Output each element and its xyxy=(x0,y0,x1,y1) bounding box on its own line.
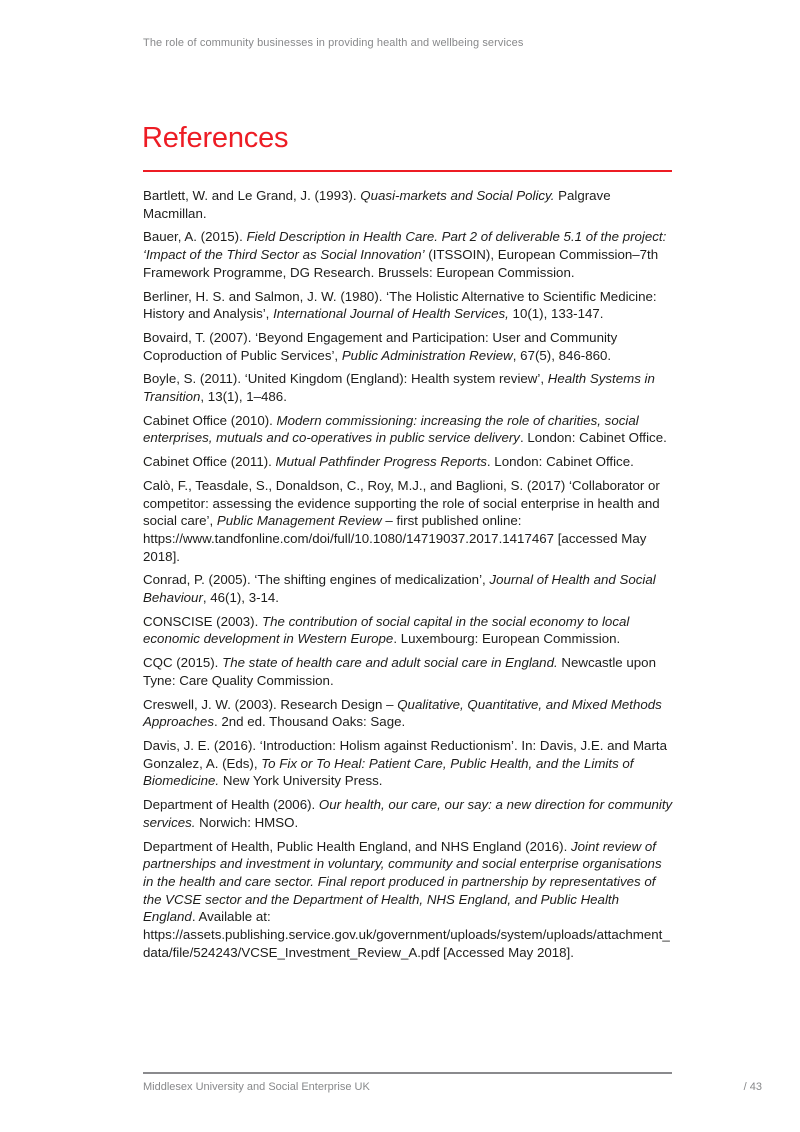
reference-text: . London: Cabinet Office. xyxy=(486,454,634,470)
reference-entry xyxy=(143,838,674,962)
title-rule-divider xyxy=(143,170,672,172)
reference-text: Calò, F., Teasdale, S., Donaldson, C., Roy, M.J., and Baglioni, S. (2017) ‘Collaborator or competitor: assessing the evidence supporting the role of social enterprise in health and social care’, xyxy=(143,477,660,529)
reference-entry xyxy=(143,412,674,447)
reference-entry xyxy=(143,329,674,364)
reference-entry xyxy=(143,288,674,323)
reference-title-italic: Qualitative, Quantitative, and Mixed Methods Approaches xyxy=(143,696,662,730)
reference-text: New York University Press. xyxy=(219,773,383,789)
reference-text: Conrad, P. (2005). ‘The shifting engines of medicalization’, xyxy=(143,572,490,588)
reference-title-italic: Public Administration Review xyxy=(341,347,513,363)
reference-title-italic: Health Systems in Transition xyxy=(143,371,655,405)
reference-title-italic: Field Description in Health Care. Part 2 of deliverable 5.1 of the project: ‘Impact of the Third Sector as Social Innovation’ xyxy=(143,229,667,263)
reference-title-italic: Modern commissioning: increasing the role of charities, social enterprises, mutuals and co-operatives in public service delivery xyxy=(143,412,639,446)
reference-text: . Available at: https://assets.publishing.service.gov.uk/government/uploads/system/uploads/attachment_data/file/524243/VCSE_Investment_Review_A.pdf [Accessed May 2018]. xyxy=(143,909,670,960)
reference-entry xyxy=(143,187,674,222)
reference-text: (ITSSOIN), European Commission–7th Framework Programme, DG Research. Brussels: European Commission. xyxy=(143,247,659,280)
footer-publisher: Middlesex University and Social Enterprise UK xyxy=(143,1081,370,1093)
reference-text: Department of Health (2006). xyxy=(143,797,319,813)
reference-text: , 67(5), 846-860. xyxy=(512,347,612,363)
reference-title-italic: The contribution of social capital in the social economy to local economic development in Western Europe xyxy=(143,613,630,647)
reference-entry xyxy=(143,453,674,471)
footer-page-number: / 43 xyxy=(743,1081,762,1093)
reference-entry xyxy=(143,654,674,689)
reference-text: Palgrave Macmillan. xyxy=(143,188,611,221)
reference-entry xyxy=(143,737,674,790)
reference-text: – first published online: https://www.tandfonline.com/doi/full/10.1080/14719037.2017.1417467 [accessed May 2018]. xyxy=(143,513,647,564)
reference-entry xyxy=(143,477,674,566)
page-title: References xyxy=(142,122,289,154)
reference-text: . 2nd ed. Thousand Oaks: Sage. xyxy=(213,714,406,730)
reference-title-italic: Mutual Pathfinder Progress Reports xyxy=(275,454,487,470)
reference-text: Bartlett, W. and Le Grand, J. (1993). xyxy=(143,188,361,203)
reference-entry xyxy=(143,571,674,606)
reference-title-italic: Journal of Health and Social Behaviour xyxy=(143,572,656,606)
reference-entry xyxy=(143,370,674,405)
reference-text: Cabinet Office (2010). xyxy=(143,412,277,428)
reference-text: Bauer, A. (2015). xyxy=(143,229,247,245)
reference-title-italic: Joint review of partnerships and investment in voluntary, community and social enterprise organisations in the health and care sector. Final report produced in partnership by representatives of the VCSE sector and the Department of Health, NHS England, and Public Health England xyxy=(143,838,662,925)
reference-text: Cabinet Office (2011). xyxy=(143,454,276,470)
reference-title-italic: Quasi-markets and Social Policy. xyxy=(360,188,555,203)
reference-text: Boyle, S. (2011). ‘United Kingdom (England): Health system review’, xyxy=(143,371,548,387)
running-header: The role of community businesses in providing health and wellbeing services xyxy=(143,37,524,49)
reference-title-italic: The state of health care and adult social care in England. xyxy=(222,655,558,671)
reference-entry xyxy=(143,228,674,281)
reference-text: CONSCISE (2003). xyxy=(143,613,262,629)
footer-rule-divider xyxy=(143,1072,672,1074)
reference-text: . Luxembourg: European Commission. xyxy=(393,631,621,647)
reference-text: Berliner, H. S. and Salmon, J. W. (1980). ‘The Holistic Alternative to Scientific Medicine: History and Analysis’, xyxy=(143,288,657,322)
reference-title-italic: Public Management Review xyxy=(216,513,382,529)
reference-text: , 13(1), 1–486. xyxy=(200,389,287,405)
reference-text: Department of Health, Public Health England, and NHS England (2016). xyxy=(143,838,571,854)
references-list xyxy=(143,187,674,967)
reference-entry xyxy=(143,613,674,648)
reference-entry xyxy=(143,696,674,731)
reference-text: Newcastle upon Tyne: Care Quality Commission. xyxy=(143,655,656,688)
reference-title-italic: International Journal of Health Services, xyxy=(273,306,509,322)
reference-text: Norwich: HMSO. xyxy=(195,814,299,830)
reference-text: , 46(1), 3-14. xyxy=(202,590,280,606)
reference-text: 10(1), 133-147. xyxy=(508,306,604,322)
reference-title-italic: To Fix or To Heal: Patient Care, Public Health, and the Limits of Biomedicine. xyxy=(143,755,634,789)
reference-title-italic: Our health, our care, our say: a new direction for community services. xyxy=(143,797,673,830)
reference-text: Creswell, J. W. (2003). Research Design – xyxy=(143,696,398,712)
reference-text: Bovaird, T. (2007). ‘Beyond Engagement and Participation: User and Community Coproduction of Public Services’, xyxy=(143,329,618,363)
reference-text: Davis, J. E. (2016). ‘Introduction: Holism against Reductionism’. In: Davis, J.E. and Marta Gonzalez, A. (Eds), xyxy=(143,737,667,771)
reference-text: CQC (2015). xyxy=(143,655,223,671)
reference-text: . London: Cabinet Office. xyxy=(519,430,667,446)
reference-entry xyxy=(143,796,674,831)
